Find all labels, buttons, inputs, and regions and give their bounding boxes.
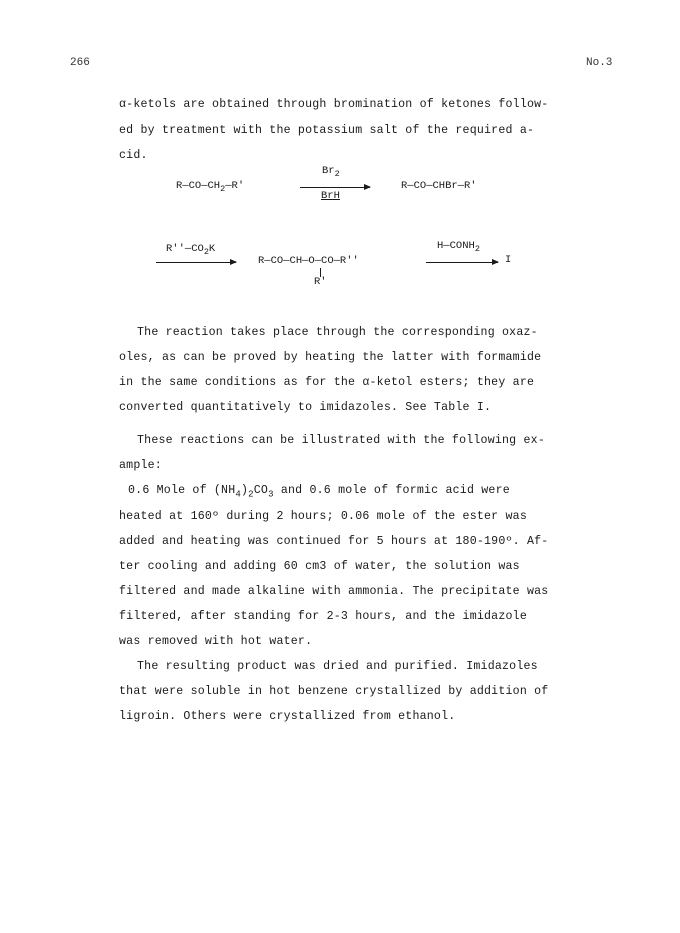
text-line: in the same conditions as for the α-ketol esters; they are: [119, 376, 535, 389]
product-label: I: [505, 254, 512, 266]
text-line: ample:: [119, 459, 162, 472]
reagent-potassium-salt: $R''—CO_2K$: [166, 243, 216, 257]
ester-intermediate: R—CO—CH—O—CO—R'': [258, 255, 359, 267]
text-line: cid.: [119, 149, 148, 162]
text-line: α-ketols are obtained through bromination of ketones follow-: [119, 98, 549, 111]
reaction-arrow: [300, 187, 370, 188]
journal-issue-number: No.3: [586, 57, 613, 69]
byproduct-hbr: BrH: [321, 190, 340, 202]
text-line: heated at 160º during 2 hours; 0.06 mole of the ester was: [119, 510, 527, 523]
ester-branch-substituent: R': [314, 276, 327, 288]
text-line: filtered and made alkaline with ammonia. The precipitate was: [119, 585, 549, 598]
text-line: ligroin. Others were crystallized from ethanol.: [119, 710, 456, 723]
reactant-ketone: $R—CO—CH_2—R'$: [176, 180, 245, 194]
text-line: These reactions can be illustrated with the following ex-: [137, 434, 545, 447]
text-line: was removed with hot water.: [119, 635, 313, 648]
text-line: that were soluble in hot benzene crystallized by addition of: [119, 685, 549, 698]
reaction-arrow: [156, 262, 236, 263]
text-line: converted quantitatively to imidazoles. See Table I.: [119, 401, 492, 414]
reagent-bromine: $Br_2$: [322, 165, 340, 179]
text-line: ter cooling and adding 60 cm3 of water, the solution was: [119, 560, 520, 573]
text-line: 0.6 Mole of $(NH_4)_2CO_3$ and 0.6 mole of formic acid were: [128, 484, 510, 500]
page-number: 266: [70, 57, 90, 69]
text-line: added and heating was continued for 5 hours at 180-190º. Af-: [119, 535, 549, 548]
text-line: The resulting product was dried and purified. Imidazoles: [137, 660, 538, 673]
reagent-formamide: $H—CONH_2$: [437, 240, 480, 254]
text-line: ed by treatment with the potassium salt of the required a-: [119, 124, 535, 137]
reaction-arrow: [426, 262, 498, 263]
product-bromoketone: R—CO—CHBr—R': [401, 180, 477, 192]
text-line: The reaction takes place through the corresponding oxaz-: [137, 326, 538, 339]
text-line: filtered, after standing for 2-3 hours, and the imidazole: [119, 610, 527, 623]
text-line: oles, as can be proved by heating the latter with formamide: [119, 351, 542, 364]
